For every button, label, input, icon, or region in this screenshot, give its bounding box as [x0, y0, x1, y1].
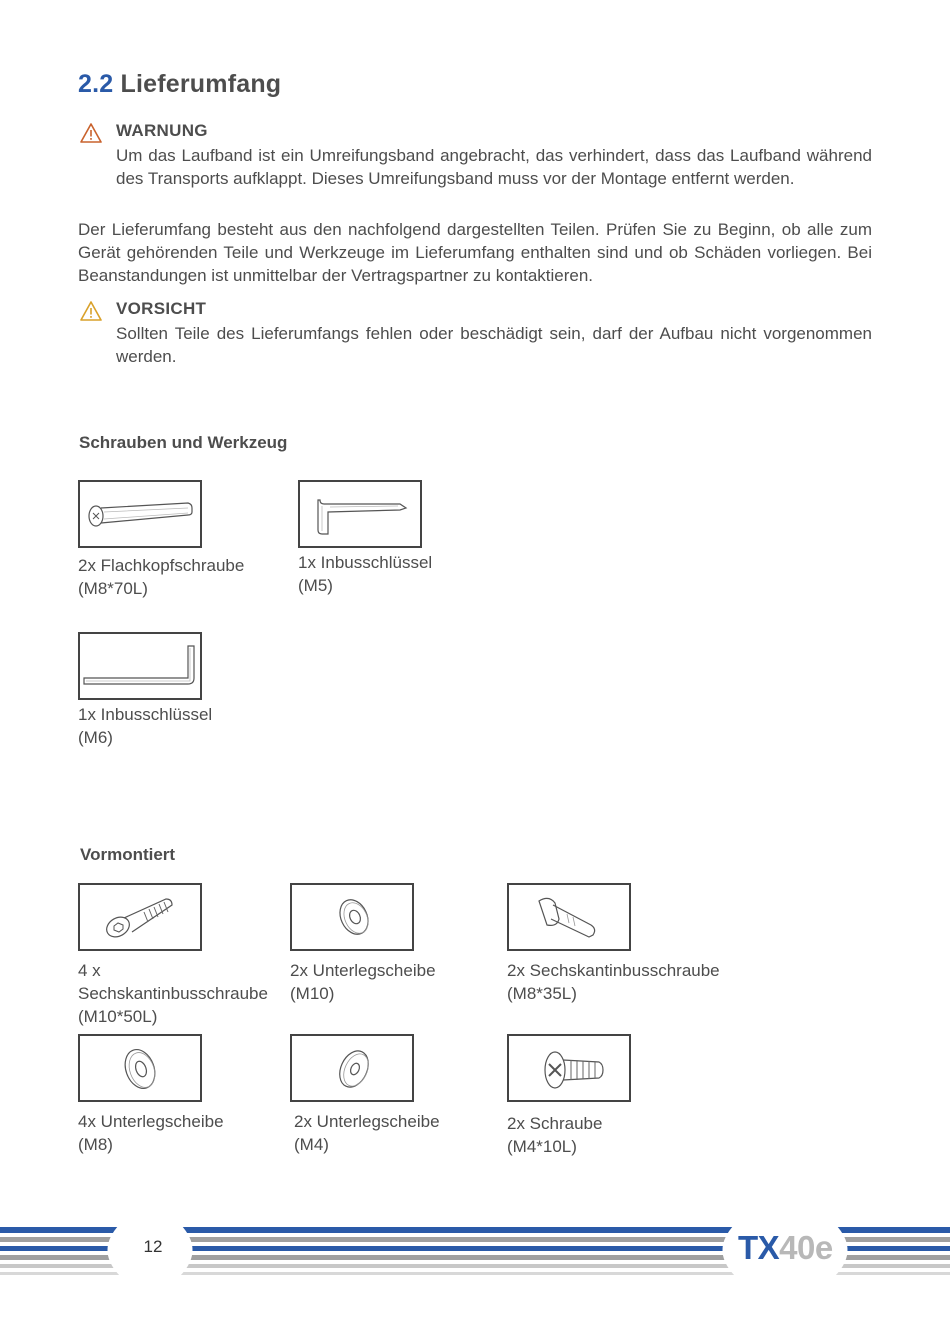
hex-key-large-icon: [80, 634, 200, 698]
caution-triangle-icon: [80, 301, 102, 321]
premounted-caption-5: 2x Unterlegscheibe (M4): [294, 1112, 440, 1154]
section-heading: [78, 70, 281, 99]
warning-notice: [78, 121, 872, 213]
washer-m10-image: [290, 883, 414, 951]
tools-caption-1: 2x Flachkopfschraube (M8*70L): [78, 556, 245, 598]
phillips-screw-image: [507, 1034, 631, 1102]
shoulder-screw-image: [507, 883, 631, 951]
washer-m8-image: [78, 1034, 202, 1102]
phillips-screw-icon: [509, 1036, 629, 1100]
premounted-caption-6: 2x Schraube (M4*10L): [507, 1114, 603, 1156]
premounted-caption-1: 4 x Sechskantinbusschraube (M10*50L): [78, 961, 268, 1026]
flat-head-screw-icon: [80, 482, 200, 546]
intro-paragraph: Der Lieferumfang besteht aus den nachfolgend dargestellten Teilen. Prüfen Sie zu Beginn, ob alle zum Gerät gehörenden Teile und Werkzeuge im Lieferumfang enthalten sind und ob Schäden vorliegen. Bei Beanstandungen ist unmittelbar der Vertragspartner zu kontaktieren.: [78, 220, 872, 285]
caution-text: Sollten Teile des Lieferumfangs fehlen oder beschädigt sein, darf der Aufbau nicht vorgenommen werden.: [116, 324, 872, 366]
section-number: 2.2: [78, 70, 114, 98]
washer-icon: [292, 1036, 412, 1100]
warning-text: Um das Laufband ist ein Umreifungsband angebracht, das verhindert, dass das Laufband während des Transports aufklappt. Dieses Umreifungsband muss vor der Montage entfernt werden.: [116, 146, 872, 188]
premounted-heading: Vormontiert: [80, 845, 176, 864]
caution-title: VORSICHT: [116, 299, 207, 318]
hex-key-small-image: [298, 480, 422, 548]
premounted-caption-2: 2x Unterlegscheibe (M10): [290, 961, 436, 1003]
caution-notice: [78, 299, 872, 369]
hex-socket-screw-icon: [80, 885, 200, 949]
tools-heading: Schrauben und Werkzeug: [79, 433, 288, 452]
tools-caption-3: 1x Inbusschlüssel (M6): [78, 705, 213, 747]
tools-caption-2: 1x Inbusschlüssel (M5): [298, 553, 433, 595]
washer-icon: [80, 1036, 200, 1100]
section-title: Lieferumfang: [120, 70, 282, 98]
premounted-caption-4: 4x Unterlegscheibe (M8): [78, 1112, 224, 1154]
warning-triangle-icon: [80, 123, 102, 143]
brand-logo: TX40e: [738, 1229, 833, 1266]
premounted-caption-3: 2x Sechskantinbusschraube (M8*35L): [507, 961, 720, 1003]
page-number: 12: [143, 1237, 163, 1256]
warning-title: WARNUNG: [116, 121, 208, 140]
hex-key-small-icon: [300, 482, 420, 546]
hex-socket-screw-image: [78, 883, 202, 951]
hex-key-large-image: [78, 632, 202, 700]
flat-head-screw-image: [78, 480, 202, 548]
shoulder-screw-icon: [509, 885, 629, 949]
washer-m4-image: [290, 1034, 414, 1102]
washer-icon: [292, 885, 412, 949]
